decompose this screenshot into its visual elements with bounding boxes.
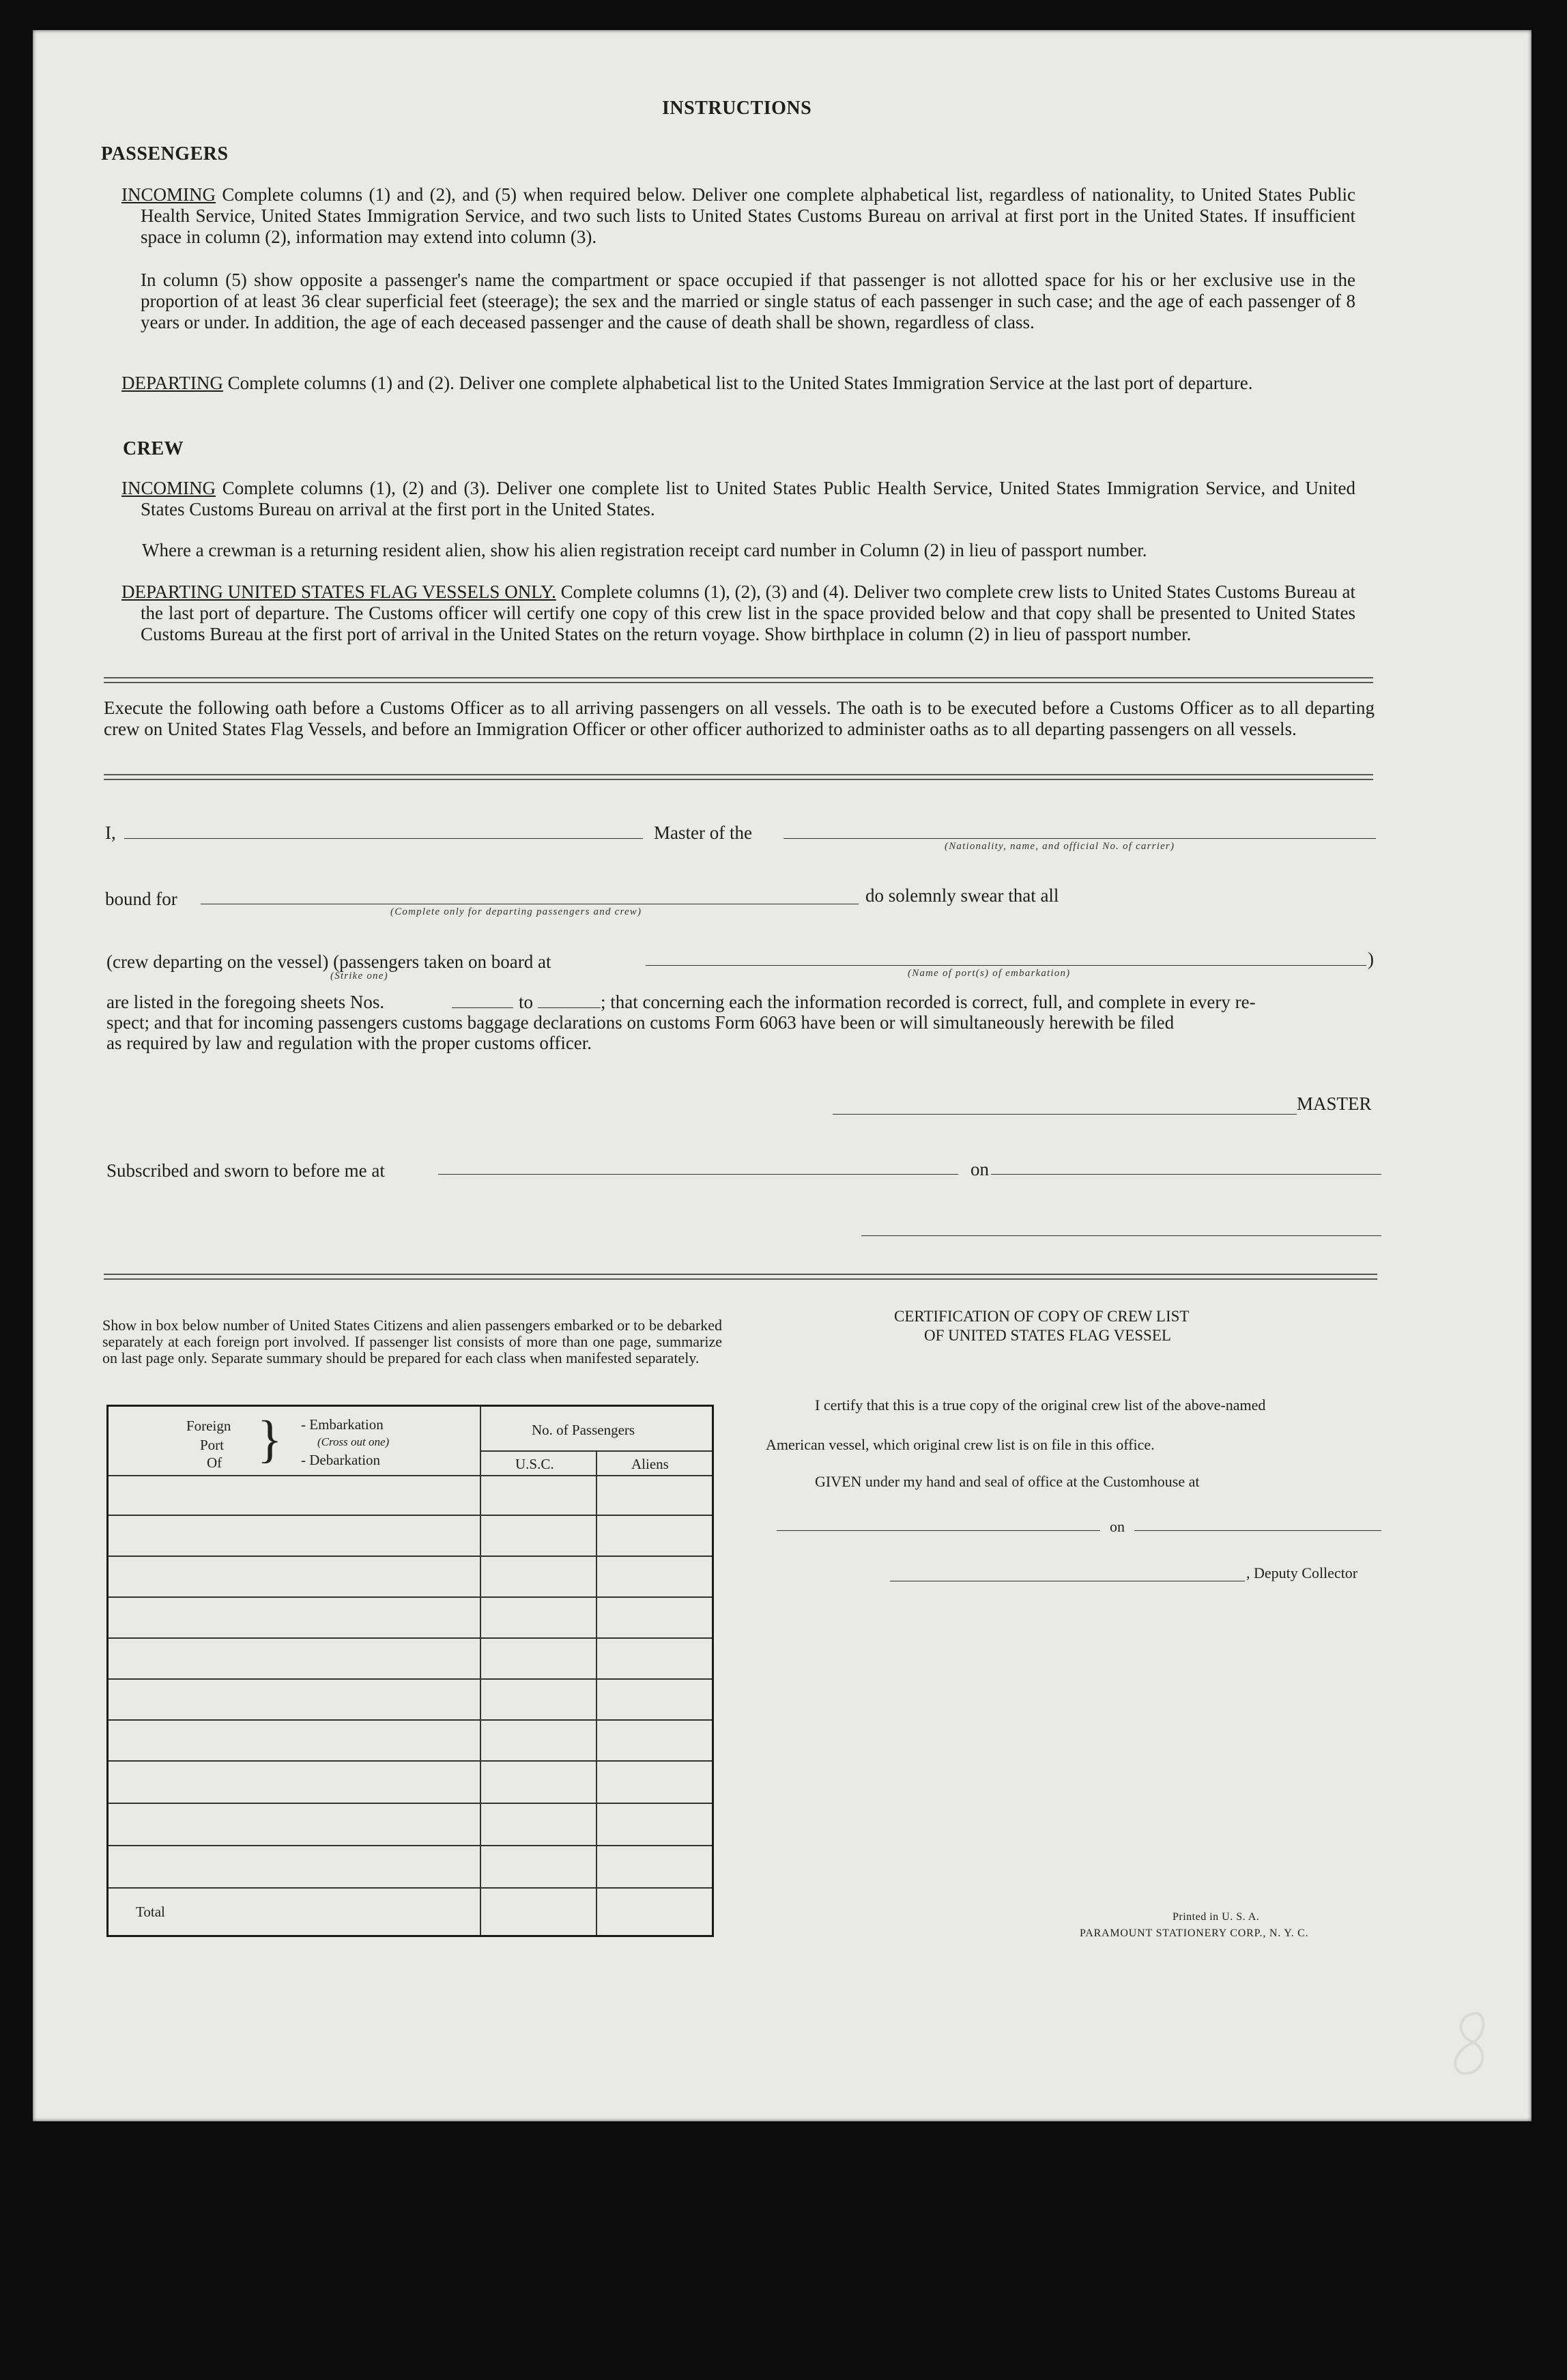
swear-label: do solemnly swear that all: [865, 885, 1059, 906]
certification-title-2: OF UNITED STATES FLAG VESSEL: [924, 1327, 1171, 1344]
deputy-collector-label: , Deputy Collector: [1246, 1564, 1358, 1581]
table-divider: [596, 1450, 597, 1935]
oath-i-label: I,: [105, 822, 116, 843]
american-vessel-text: American vessel, which original crew list is on file in this office.: [766, 1436, 1155, 1453]
master-of-label: Master of the: [654, 822, 752, 843]
table-divider: [109, 1475, 712, 1476]
listed-line-3: as required by law and regulation with the proper customs officer.: [106, 1033, 592, 1053]
crew-heading: CREW: [123, 438, 184, 459]
table-divider: [109, 1678, 712, 1680]
handwritten-page-number: [1446, 2007, 1493, 2082]
sheet-from-line[interactable]: [452, 1007, 513, 1008]
departing-label: DEPARTING: [121, 373, 223, 393]
instructions-title: INSTRUCTIONS: [662, 98, 812, 119]
usc-header: U.S.C.: [515, 1456, 554, 1472]
flag-vessels-label: DEPARTING UNITED STATES FLAG VESSELS ONLY.: [121, 582, 556, 602]
port-label: Port: [200, 1437, 225, 1453]
flag-vessels-text: Complete columns (1), (2), (3) and (4). Deliver two complete crew lists to United States Customs Bureau at the last port of departure. The Customs officer will certify one copy of this crew list in the space provided below and that copy shall be presented to United States Customs Bureau at the first port of arrival in the United States on the return voyage. Show birthplace in column (2) in lieu of passport number.: [141, 582, 1355, 644]
embarkation-label: - Embarkation: [301, 1416, 384, 1433]
passengers-heading: PASSENGERS: [101, 143, 229, 164]
divider: [104, 677, 1373, 683]
departing-text: Complete columns (1) and (2). Deliver one complete alphabetical list to the United States Immigration Service at the last port of departure.: [222, 373, 1253, 393]
sworn-place-line[interactable]: [438, 1174, 958, 1175]
to-label: to: [519, 992, 534, 1012]
certification-on-label: on: [1110, 1518, 1125, 1535]
passengers-incoming-paragraph: [121, 184, 1355, 248]
execute-oath-paragraph: Execute the following oath before a Customs Officer as to all arriving passengers on all vessels. The oath is to be executed before a Customs Officer as to all departing crew on United States Flag Vessels, and before an Immigration Officer or other officer authorized to administer oaths as to all departing passengers on all vessels.: [104, 698, 1375, 739]
aliens-header: Aliens: [631, 1456, 669, 1472]
sworn-on-label: on: [971, 1159, 989, 1179]
certify-text: I certify that this is a true copy of the original crew list of the above-named: [815, 1396, 1266, 1414]
printed-in-usa: Printed in U. S. A.: [1173, 1911, 1260, 1923]
sheet-to-line[interactable]: [538, 1007, 601, 1008]
customhouse-line[interactable]: [777, 1530, 1100, 1531]
table-divider: [480, 1450, 712, 1452]
listed-line-2: spect; and that for incoming passengers customs baggage declarations on customs Form 6063 have been or will simultaneously herewith be filed: [106, 1012, 1175, 1033]
passengers-departing-paragraph: [121, 373, 1355, 394]
column5-paragraph: In column (5) show opposite a passenger's name the compartment or space occupied if that passenger is not allotted space for his or her exclusive use in the proportion of at least 36 clear superficial feet (steerage); the sex and the married or single status of each passenger in such case; and the age of each passenger of 8 years or under. In addition, the age of each deceased passenger and the cause of death shall be shown, regardless of class.: [141, 270, 1355, 332]
divider: [104, 1274, 1377, 1280]
strike-caption: (Strike one): [330, 971, 388, 981]
foreign-label: Foreign: [186, 1418, 231, 1434]
master-label: MASTER: [1297, 1093, 1372, 1114]
divider: [104, 774, 1373, 780]
crew-incoming-paragraph: [121, 478, 1355, 520]
passenger-summary-table: [106, 1405, 714, 1937]
given-under-text: GIVEN under my hand and seal of office at the Customhouse at: [815, 1473, 1200, 1490]
close-paren: ): [1368, 949, 1374, 969]
incoming-text: Complete columns (1) and (2), and (5) when required below. Deliver one complete alphabetical list, regardless of nationality, to United States Public Health Service, United States Immigration Service, and two such lists to United States Customs Bureau on arrival at first port in the United States. If insufficient space in column (2), information may extend into column (3).: [141, 184, 1355, 247]
crew-incoming-text: Complete columns (1), (2) and (3). Deliver one complete list to United States Public Health Service, United States Immigration Service, and United States Customs Bureau on arrival at the first port in the United States.: [141, 478, 1355, 519]
subscribed-label: Subscribed and sworn to before me at: [106, 1160, 385, 1181]
cross-out-label: (Cross out one): [317, 1435, 390, 1448]
table-divider: [109, 1515, 712, 1516]
bound-for-label: bound for: [105, 889, 177, 909]
brace-glyph: }: [257, 1411, 283, 1468]
certification-title-1: CERTIFICATION OF COPY OF CREW LIST: [894, 1308, 1190, 1325]
crew-incoming-label: INCOMING: [121, 478, 216, 498]
table-divider: [109, 1803, 712, 1804]
no-passengers-header: No. of Passengers: [532, 1422, 635, 1438]
table-divider: [109, 1637, 712, 1639]
of-label: Of: [207, 1454, 222, 1471]
incoming-label: INCOMING: [121, 184, 216, 205]
carrier-line[interactable]: [784, 838, 1376, 839]
debarkation-label: - Debarkation: [301, 1452, 381, 1468]
listed-label: are listed in the foregoing sheets Nos.: [106, 992, 385, 1012]
summary-instruction: Show in box below number of United States Citizens and alien passengers embarked or to be debarked separately at each foreign port involved. If passenger list consists of more than one page, summarize on last page only. Separate summary should be prepared for each class when manifested separately.: [102, 1317, 722, 1366]
table-divider: [480, 1407, 481, 1935]
total-label: Total: [136, 1904, 165, 1920]
certification-date-line[interactable]: [1134, 1530, 1381, 1531]
listed-continuation: ; that concerning each the information recorded is correct, full, and complete in every re-: [601, 992, 1256, 1012]
master-signature-line[interactable]: [833, 1114, 1297, 1115]
table-divider: [109, 1596, 712, 1598]
table-divider: [109, 1719, 712, 1721]
departing-caption: (Complete only for departing passengers and crew): [390, 906, 642, 917]
master-name-line[interactable]: [124, 838, 643, 839]
flag-vessels-paragraph: [121, 582, 1355, 645]
sworn-date-line[interactable]: [991, 1174, 1381, 1175]
table-divider: [109, 1555, 712, 1557]
embarkation-port-line[interactable]: [646, 965, 1366, 966]
table-divider: [109, 1760, 712, 1762]
officer-signature-line[interactable]: [861, 1235, 1381, 1236]
table-divider: [109, 1845, 712, 1846]
table-divider: [109, 1887, 712, 1889]
crewman-paragraph: Where a crewman is a returning resident alien, show his alien registration receipt card number in Column (2) in lieu of passport number.: [142, 540, 1147, 560]
printer-name: PARAMOUNT STATIONERY CORP., N. Y. C.: [1080, 1927, 1309, 1939]
embarkation-caption: (Name of port(s) of embarkation): [908, 968, 1071, 979]
crew-departing-label: (crew departing on the vessel) (passengers taken on board at: [106, 951, 551, 972]
carrier-caption: (Nationality, name, and official No. of carrier): [945, 841, 1175, 852]
